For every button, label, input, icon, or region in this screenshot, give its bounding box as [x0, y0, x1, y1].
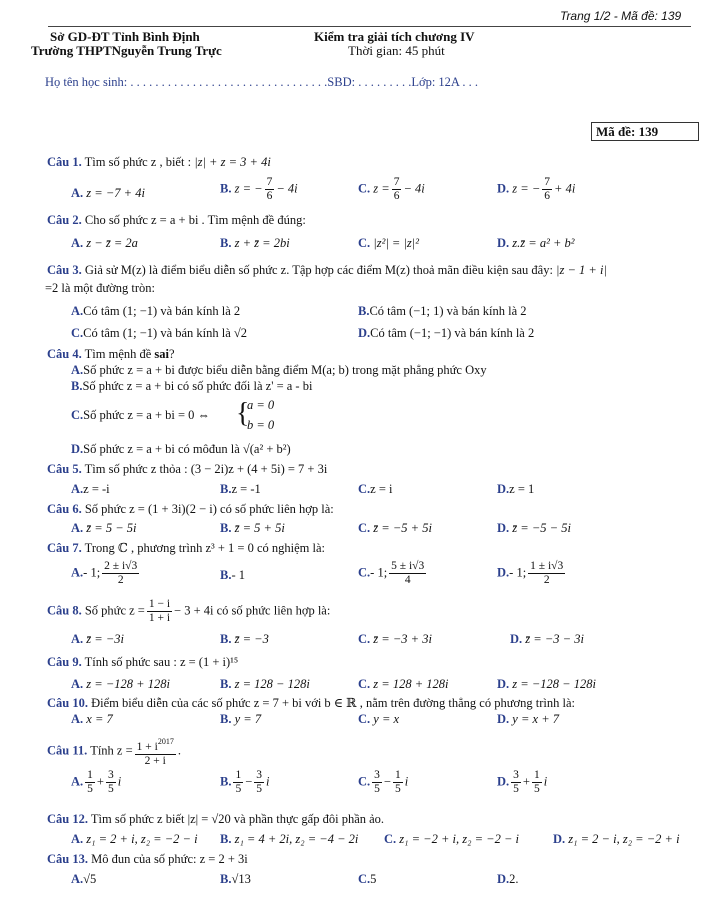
- option-text: z̄ = −3 + 3i: [373, 632, 432, 646]
- option-a[interactable]: [71, 186, 145, 201]
- option-letter: D.: [497, 565, 510, 580]
- question-text: Tìm số phức z thỏa : (3 − 2i)z + (4 + 5i) = 7 + 3i: [84, 462, 328, 476]
- question-8: [47, 598, 330, 625]
- option-b[interactable]: [220, 712, 261, 727]
- option-letter: B.: [220, 774, 232, 789]
- option-text: z̄ = −5 − 5i: [512, 521, 571, 535]
- fraction-7-6: $\frac{7}{6}$: [266, 176, 273, 202]
- option-text: z − z̄ = 2a: [86, 236, 138, 250]
- option-letter: C.: [358, 632, 371, 646]
- option-text: z = -i: [83, 482, 110, 496]
- option-letter: B.: [220, 482, 232, 496]
- option-a[interactable]: [71, 482, 110, 497]
- option-text: z̄ = −3i: [86, 632, 124, 646]
- option-letter: A.: [71, 712, 84, 726]
- header-rule: [48, 26, 691, 27]
- option-d[interactable]: [497, 236, 575, 251]
- exam-code-box: Mã đề: 139: [591, 122, 699, 141]
- exam-title: Kiểm tra giải tích chương IV: [314, 29, 475, 44]
- option-letter: B.: [71, 379, 83, 393]
- option-rest: + 4i: [554, 181, 576, 196]
- question-end: ?: [169, 347, 175, 361]
- option-text: |z²| = |z|²: [373, 236, 419, 250]
- option-a[interactable]: [71, 304, 240, 319]
- option-text: z = 1: [509, 482, 535, 496]
- option-letter: B.: [220, 521, 232, 535]
- page-label: Trang 1/2 - Mã đề: 139: [560, 9, 682, 23]
- question-text: Cho số phức z = a + bi . Tìm mệnh đề đúng:: [84, 213, 306, 227]
- question-7: [47, 540, 325, 556]
- fraction-expression: $\frac{1 + i^{2017}}{2 + i}$: [136, 737, 174, 767]
- fraction: $\frac{3}{5}$: [256, 769, 263, 795]
- option-d[interactable]: [497, 872, 519, 887]
- option-b[interactable]: [220, 769, 270, 796]
- option-rest: i: [404, 774, 409, 789]
- option-letter: C.: [358, 712, 371, 726]
- option-letter: D.: [497, 677, 510, 691]
- option-text: z₁ = 4 + 2i, z₂ = −4 − 2i: [234, 832, 359, 846]
- question-emphasis: sai: [154, 347, 170, 361]
- school-name: Trường THPTNguyễn Trung Trực: [31, 43, 222, 58]
- option-letter: D.: [497, 521, 510, 535]
- option-letter: D.: [497, 774, 510, 789]
- option-b[interactable]: [220, 568, 245, 583]
- option-a[interactable]: [71, 712, 113, 727]
- question-text: Tìm mệnh đề: [84, 347, 155, 361]
- option-text: Có tâm (−1; −1) và bán kính là 2: [370, 326, 535, 340]
- system-brace: {: [236, 398, 250, 429]
- option-b[interactable]: [220, 521, 285, 536]
- option-letter: C.: [384, 832, 397, 846]
- option-letter: D.: [497, 712, 510, 726]
- option-b[interactable]: [220, 832, 358, 847]
- option-a[interactable]: [71, 363, 487, 378]
- option-letter: C.: [358, 236, 371, 250]
- option-letter: B.: [220, 832, 232, 846]
- fraction: $\frac{1}{5}$: [394, 769, 401, 795]
- option-operator: +: [522, 774, 530, 789]
- option-text: √5: [83, 872, 97, 886]
- option-text: x = 7: [86, 712, 113, 726]
- option-letter: A.: [71, 832, 84, 846]
- question-label: Câu 8.: [47, 603, 82, 618]
- option-text: Có tâm (1; −1) và bán kính là √2: [83, 326, 248, 340]
- option-b[interactable]: [220, 176, 298, 203]
- option-text: Số phức z = a + bi = 0 ⇔: [83, 408, 211, 422]
- option-text: y = x: [373, 712, 400, 726]
- option-c[interactable]: [358, 677, 449, 692]
- question-text: Số phức z =: [84, 603, 145, 618]
- option-letter: B.: [358, 304, 370, 318]
- option-operator: −: [383, 774, 391, 789]
- option-letter: D.: [71, 442, 84, 456]
- question-11: [47, 735, 181, 768]
- option-text: z = −128 − 128i: [512, 677, 596, 691]
- option-text: Số phức z = a + bi được biểu diễn bằng điểm M(a; b) trong mặt phẳng phức Oxy: [83, 363, 487, 377]
- fraction-roots: $\frac{1 \pm i√3}{2}$: [530, 560, 564, 586]
- question-text: Trong ℂ , phương trình z³ + 1 = 0 có nghiệm là:: [84, 541, 325, 555]
- option-a[interactable]: [71, 521, 137, 536]
- option-b[interactable]: [358, 304, 527, 319]
- option-letter: B.: [220, 872, 232, 886]
- question-text: Mô đun của số phức: z = 2 + 3i: [91, 852, 248, 866]
- option-text: √13: [231, 872, 251, 886]
- option-d[interactable]: [497, 677, 596, 692]
- option-text: z =: [373, 181, 390, 196]
- option-c[interactable]: [358, 872, 376, 887]
- option-c[interactable]: [358, 769, 408, 796]
- option-letter: C.: [358, 677, 371, 691]
- option-letter: A.: [71, 186, 84, 200]
- option-b[interactable]: [220, 677, 310, 692]
- student-info-line: Họ tên học sinh: . . . . . . . . . . . . . . . . . . . . . . . . . . . . . . . .SBD: . . . . . . . . .Lớp: 12A . . .: [45, 75, 479, 89]
- option-rest: − 4i: [403, 181, 425, 196]
- question-3-continued: =2 là một đường tròn:: [45, 281, 156, 295]
- option-text: - 1: [231, 568, 246, 582]
- option-a[interactable]: [71, 832, 198, 847]
- option-text: z + z̄ = 2bi: [234, 236, 290, 250]
- option-letter: A.: [71, 363, 84, 377]
- department-name: Sở GD-ĐT Tỉnh Bình Định: [50, 29, 200, 44]
- question-text: Tìm số phức z , biết :: [84, 155, 192, 169]
- option-text: Có tâm (1; −1) và bán kính là 2: [83, 304, 241, 318]
- option-text: Số phức z = a + bi có số phức đối là z' = a - bi: [82, 379, 313, 393]
- option-text: Có tâm (−1; 1) và bán kính là 2: [369, 304, 527, 318]
- option-text: z̄ = 5 − 5i: [86, 521, 137, 535]
- system-line-1: a = 0: [247, 398, 275, 412]
- fraction-roots: $\frac{5 \pm i√3}{4}$: [391, 560, 425, 586]
- option-letter: B.: [220, 181, 232, 196]
- question-label: Câu 2.: [47, 213, 82, 227]
- exam-time: Thời gian: 45 phút: [348, 43, 445, 58]
- question-text: Tính z =: [90, 743, 133, 758]
- question-9: [47, 655, 238, 670]
- fraction: $\frac{1}{5}$: [235, 769, 242, 795]
- fraction: $\frac{1}{5}$: [533, 769, 540, 795]
- option-letter: A.: [71, 482, 84, 496]
- option-operator: −: [245, 774, 253, 789]
- option-text: z₁ = 2 + i, z₂ = −2 − i: [86, 832, 198, 846]
- option-letter: C.: [358, 565, 371, 580]
- option-c[interactable]: [71, 326, 247, 341]
- option-text: z = 128 − 128i: [234, 677, 310, 691]
- option-letter: A.: [71, 236, 84, 250]
- option-a[interactable]: [71, 236, 138, 251]
- question-label: Câu 11.: [47, 743, 88, 758]
- option-text: z = 128 + 128i: [373, 677, 449, 691]
- option-text: z̄ = −5 + 5i: [373, 521, 432, 535]
- option-letter: D.: [497, 236, 510, 250]
- option-letter: C.: [358, 521, 371, 535]
- option-text: 5: [370, 872, 377, 886]
- fraction: $\frac{3}{5}$: [107, 769, 114, 795]
- option-rest: i: [543, 774, 548, 789]
- question-text-2: .: [177, 743, 181, 758]
- option-letter: A.: [71, 521, 84, 535]
- option-rest: − 4i: [276, 181, 298, 196]
- fraction-7-6: $\frac{7}{6}$: [393, 176, 400, 202]
- option-letter: A.: [71, 872, 84, 886]
- option-letter: D.: [553, 832, 566, 846]
- option-c[interactable]: [384, 832, 519, 847]
- option-letter: C.: [358, 482, 371, 496]
- option-d[interactable]: [71, 442, 291, 457]
- option-c[interactable]: [358, 632, 432, 647]
- option-c[interactable]: [358, 176, 425, 203]
- option-a[interactable]: [71, 632, 124, 647]
- question-expr: |z − 1 + i|: [556, 263, 607, 277]
- question-text: Giả sử M(z) là điểm biểu diễn số phức z. Tập hợp các điểm M(z) thoả mãn điều kiện sau đây:: [84, 263, 553, 277]
- option-text: 2.: [509, 872, 519, 886]
- option-letter: B.: [220, 712, 232, 726]
- question-10: [47, 695, 575, 711]
- option-letter: A.: [71, 565, 84, 580]
- fraction-7-6: $\frac{7}{6}$: [544, 176, 551, 202]
- option-letter: B.: [220, 568, 232, 582]
- option-text: y = 7: [234, 712, 262, 726]
- option-d[interactable]: [553, 832, 680, 847]
- question-text: Tính số phức sau : z = (1 + i)¹⁵: [84, 655, 239, 669]
- option-c[interactable]: [358, 236, 419, 251]
- option-text: z̄ = 5 + 5i: [234, 521, 285, 535]
- option-d[interactable]: [497, 769, 547, 796]
- question-text: Tìm số phức z biết |z| = √20 và phần thực gấp đôi phần ảo.: [90, 812, 385, 826]
- fraction-1mi-1pi: $\frac{1 - i}{1 + i}$: [148, 598, 171, 624]
- option-d[interactable]: [497, 712, 559, 727]
- option-text: z = −7 + 4i: [86, 186, 145, 200]
- fraction-roots: $\frac{2 \pm i√3}{2}$: [104, 560, 138, 586]
- question-label: Câu 12.: [47, 812, 88, 826]
- option-a[interactable]: [71, 677, 170, 692]
- option-b[interactable]: [71, 379, 312, 394]
- question-label: Câu 4.: [47, 347, 82, 361]
- option-letter: B.: [220, 632, 232, 646]
- fraction: $\frac{3}{5}$: [513, 769, 519, 795]
- option-d[interactable]: [510, 632, 584, 647]
- option-letter: B.: [220, 677, 232, 691]
- option-text: z = i: [370, 482, 393, 496]
- option-c[interactable]: [358, 521, 432, 536]
- option-a[interactable]: [71, 872, 96, 887]
- option-a[interactable]: [71, 560, 141, 587]
- question-12: [47, 812, 384, 827]
- option-d[interactable]: [497, 482, 534, 497]
- question-label: Câu 13.: [47, 852, 88, 866]
- question-expr: |z| + z = 3 + 4i: [194, 155, 271, 169]
- question-1: [47, 155, 271, 170]
- option-b[interactable]: [220, 632, 269, 647]
- option-c[interactable]: [358, 712, 399, 727]
- option-letter: C.: [358, 872, 371, 886]
- option-text: Số phức z = a + bi có môđun là √(a² + b²): [83, 442, 291, 456]
- option-text: z̄ = −3 − 3i: [525, 632, 584, 646]
- question-label: Câu 3.: [47, 263, 82, 277]
- question-text: Điểm biểu diễn của các số phức z = 7 + bi với b ∈ ℝ , nằm trên đường thẳng có phương trình là:: [91, 696, 575, 710]
- question-5: [47, 462, 327, 477]
- option-letter: A.: [71, 774, 84, 789]
- option-c[interactable]: [358, 482, 392, 497]
- option-text: z = −128 + 128i: [86, 677, 170, 691]
- option-text: - 1;: [370, 565, 388, 580]
- option-text: z = −: [234, 181, 263, 196]
- option-c[interactable]: [358, 560, 428, 587]
- option-letter: A.: [71, 304, 84, 318]
- option-text: z₁ = −2 + i, z₂ = −2 − i: [399, 832, 520, 846]
- option-letter: D.: [497, 181, 510, 196]
- question-label: Câu 1.: [47, 155, 82, 169]
- option-letter: C.: [71, 326, 84, 340]
- option-letter: D.: [358, 326, 371, 340]
- option-text: y = x + 7: [512, 712, 559, 726]
- option-rest: i: [266, 774, 270, 789]
- option-rest: i: [117, 774, 122, 789]
- fraction: $\frac{3}{5}$: [374, 769, 380, 795]
- question-text: Số phức z = (1 + 3i)(2 − i) có số phức liên hợp là:: [84, 502, 334, 516]
- option-text: - 1;: [83, 565, 101, 580]
- question-6: [47, 502, 334, 517]
- system-line-2: b = 0: [247, 418, 275, 432]
- option-text: z = -1: [231, 482, 261, 496]
- option-text: z̄ = −3: [234, 632, 269, 646]
- option-d[interactable]: [358, 326, 534, 341]
- question-13: [47, 852, 248, 867]
- option-c[interactable]: [71, 408, 210, 423]
- option-d[interactable]: [497, 176, 575, 203]
- fraction: $\frac{1}{5}$: [87, 769, 93, 795]
- option-letter: A.: [71, 677, 84, 691]
- option-a[interactable]: [71, 769, 121, 796]
- option-letter: C.: [71, 408, 84, 422]
- option-d[interactable]: [497, 560, 567, 587]
- option-letter: D.: [510, 632, 523, 646]
- option-text: z.z̄ = a² + b²: [512, 236, 575, 250]
- option-b[interactable]: [220, 872, 251, 887]
- question-label: Câu 5.: [47, 462, 82, 476]
- option-b[interactable]: [220, 236, 290, 251]
- option-text: z₁ = 2 − i, z₂ = −2 + i: [568, 832, 680, 846]
- option-letter: C.: [358, 774, 371, 789]
- option-operator: +: [96, 774, 104, 789]
- question-label: Câu 9.: [47, 655, 82, 669]
- option-letter: B.: [220, 236, 232, 250]
- option-text: - 1;: [509, 565, 527, 580]
- question-label: Câu 7.: [47, 541, 82, 555]
- question-2: [47, 213, 306, 228]
- option-d[interactable]: [497, 521, 571, 536]
- option-text: z = −: [512, 181, 541, 196]
- question-3: [47, 263, 607, 278]
- option-b[interactable]: [220, 482, 261, 497]
- question-label: Câu 10.: [47, 696, 88, 710]
- question-label: Câu 6.: [47, 502, 82, 516]
- question-4: [47, 347, 175, 362]
- option-letter: D.: [497, 872, 510, 886]
- option-letter: C.: [358, 181, 371, 196]
- option-letter: A.: [71, 632, 84, 646]
- question-text-2: − 3 + 4i có số phức liên hợp là:: [174, 603, 331, 618]
- option-letter: D.: [497, 482, 510, 496]
